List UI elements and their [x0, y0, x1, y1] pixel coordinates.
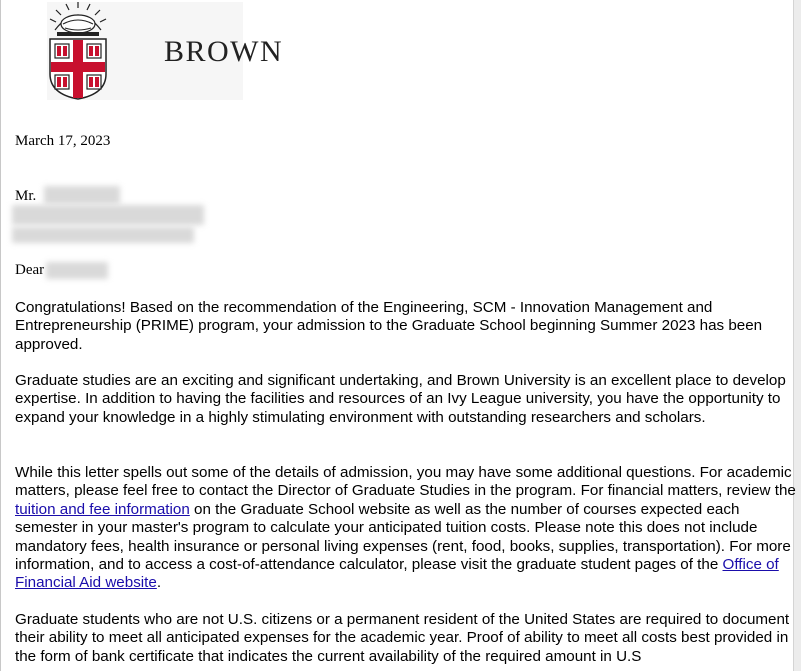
letter-date: March 17, 2023	[15, 133, 111, 149]
brown-university-shield-icon	[47, 2, 109, 100]
greeting: Dear	[15, 262, 45, 278]
brown-logo	[47, 2, 284, 100]
paragraph-international-students: Graduate students who are not U.S. citizens or a permanent resident of the United States are required to document their ability to meet all anticipated expenses for the academic year. Proof of ability to meet all costs best provided in the form of bank certificate that indicates the current availability of the required amount in U.S	[15, 611, 790, 665]
tuition-fee-link[interactable]: tuition and fee information	[15, 500, 190, 518]
paragraph-text: While this letter spells out some of the details of admission, you may have some additional questions. For academic matters, please feel free to contact the Director of Graduate Studies in the program. For financial matters, review the	[15, 464, 796, 500]
redacted-recipient-address-2	[12, 227, 194, 243]
paragraph-congratulations: Congratulations! Based on the recommendation of the Engineering, SCM - Innovation Management and Entrepreneurship (PRIME) program, your admission to the Graduate School beginning Summer 2023 has been approved.	[15, 299, 763, 353]
salutation-prefix: Mr.	[15, 188, 37, 204]
paragraph-questions	[15, 464, 797, 593]
paragraph-graduate-studies: Graduate studies are an exciting and significant undertaking, and Brown University is an excellent place to develop expertise. In addition to having the facilities and resources of an Ivy League university, you have the opportunity to expand your knowledge in a highly stimulating environment with outstanding researchers and scholars.	[15, 372, 786, 426]
redacted-greeting-name	[46, 262, 108, 279]
paragraph-text: .	[156, 574, 162, 592]
redacted-recipient-address-1	[12, 205, 204, 225]
financial-aid-link[interactable]: Office of Financial Aid website	[15, 556, 779, 592]
recipient-salutation	[15, 188, 36, 205]
paragraph-text: on the Graduate School website as well as the number of courses expected each semester in your master's program to calculate your anticipated tuition costs. Please note this does not include mandatory fees, health insurance or personal living expenses (rent, food, books, supplies, transportation). For more information, and to access a cost-of-attendance calculator, please visit the graduate student pages of the	[15, 500, 791, 574]
redacted-recipient-name	[44, 186, 120, 204]
brown-wordmark: BROWN	[164, 35, 284, 68]
page-left-edge	[0, 0, 1, 671]
